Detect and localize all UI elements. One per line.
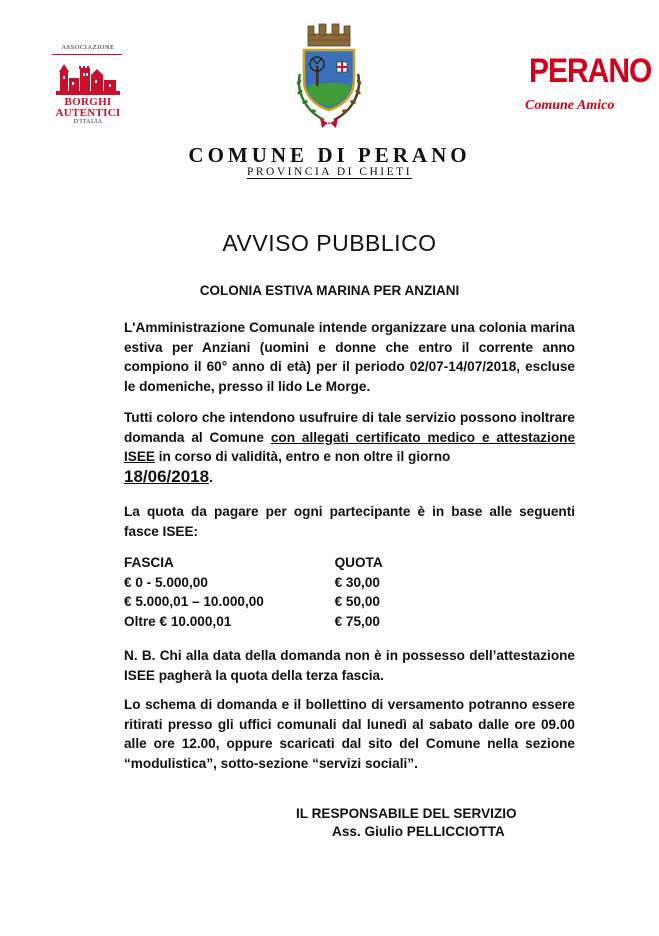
paragraph-intro: L'Amministrazione Comunale intende organizzare una colonia marina estiva per Anziani (uomini e donne che entro il corrente anno compiono il 60° anno di età) per il periodo 02/07-14/07/2018, escluse le domeniche, presso il lido Le Morge. [124,320,575,394]
logo-name-line2: AUTENTICI [55,107,121,119]
logo-country-label: D'ITALIA [73,119,103,125]
table-row [124,592,424,612]
fee-amount: € 30,00 [334,574,380,590]
perano-wordmark: PERANO [529,52,652,90]
table-row [124,612,424,632]
paragraph-fees-intro: La quota da pagare per ogni partecipante è in base alle seguenti fasce ISEE: [124,504,575,539]
column-header-quota: QUOTA [334,555,383,570]
provincia-subtitle [0,166,659,178]
paragraph-application [124,408,575,487]
borghi-autentici-logo [50,44,130,126]
logo-divider [52,54,122,55]
fee-table-header [124,553,424,573]
perano-comune-amico-logo [523,52,652,124]
fee-amount: € 50,00 [334,594,380,609]
column-header-fascia: FASCIA [124,555,174,570]
fee-band: € 5.000,01 – 10.000,00 [124,594,264,609]
paragraph-nota-bene: N. B. Chi alla data della domanda non è in possesso dell’attestazione ISEE pagherà la quota della terza fascia. [124,648,575,683]
paragraph-forms: Lo schema di domanda e il bollettino di versamento potranno essere ritirati presso gli uffici comunali dal lunedì al sabato dalle ore 09.00 alle ore 12.00, oppure scaricati dal sito del Comune nella sezione “modulistica”, sotto-sezione “servizi sociali”. [124,697,575,771]
deadline-period: . [209,469,213,485]
application-text: Tutti coloro che intendono usufruire di tale servizio possono inoltrare domanda al Comune [124,410,575,445]
signature-role: IL RESPONSABILE DEL SERVIZIO [296,806,517,821]
coat-of-arms [286,18,372,136]
required-attachments: con allegati certificato medico e attestazione ISEE [124,429,575,464]
application-validity-text: in corso di validità, entro e non oltre il giorno [154,449,451,464]
fee-amount: € 75,00 [334,613,380,629]
castle-village-icon [54,58,122,96]
comune-title: COMUNE DI PERANO [188,143,471,167]
notice-subtitle: COLONIA ESTIVA MARINA PER ANZIANI [199,283,460,298]
notice-title: AVVISO PUBBLICO [222,230,437,256]
table-row [124,573,424,593]
deadline-date: 18/06/2018 [124,466,210,486]
fee-band: Oltre € 10.000,01 [124,613,232,629]
signature-name: Ass. Giulio PELLICCIOTTA [332,824,505,839]
fee-band: € 0 - 5.000,00 [124,574,208,590]
logo-name-line1: BORGHI [64,96,112,108]
provincia-text: PROVINCIA DI CHIETI [246,166,413,178]
municipal-coat-of-arms-icon [286,18,372,136]
logo-association-label: ASSOCIAZIONE [61,44,115,51]
fee-table [124,553,424,631]
comune-amico-tagline: Comune Amico [525,98,615,113]
